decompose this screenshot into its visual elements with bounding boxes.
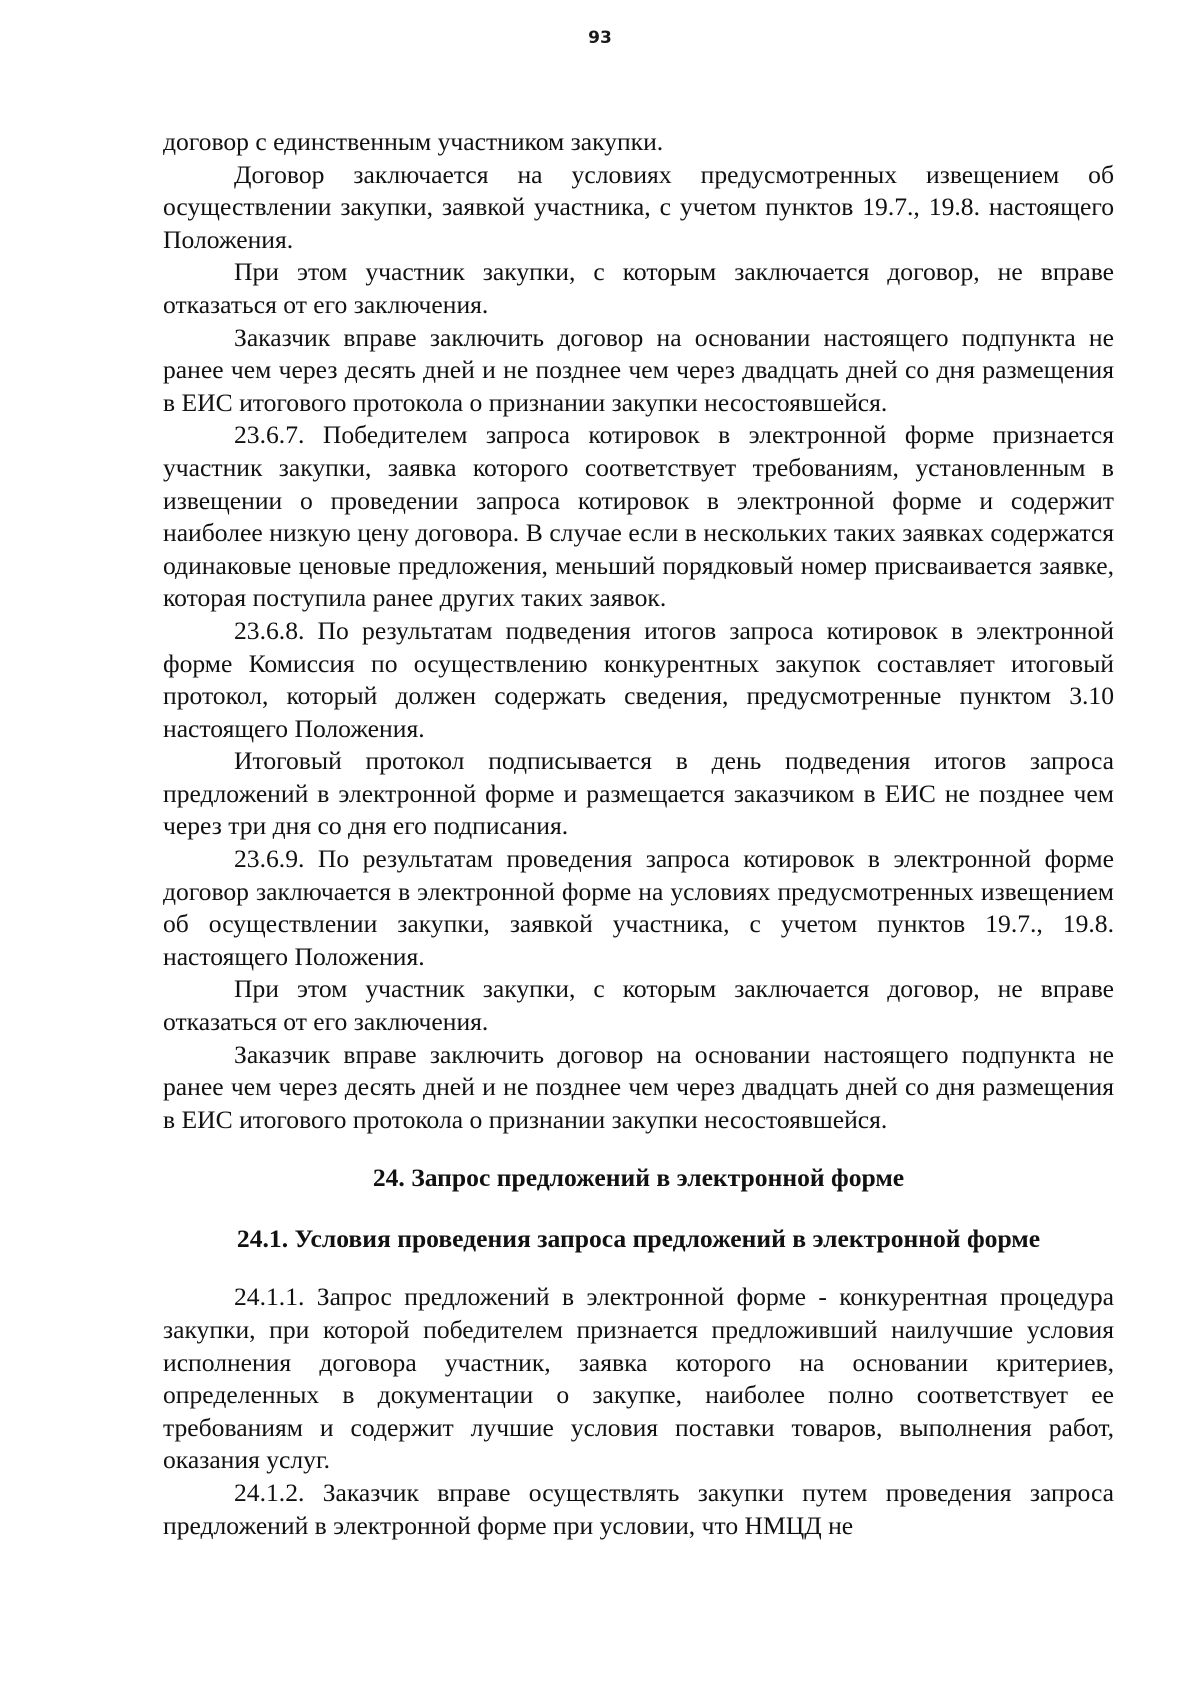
paragraph: 24.1.2. Заказчик вправе осуществлять закупки путем проведения запроса предложений в электронной форме при условии, что НМЦД не (163, 1477, 1114, 1540)
paragraph: Заказчик вправе заключить договор на основании настоящего подпункта не ранее чем через десять дней и не позднее чем через двадцать дней со дня размещения в ЕИС итогового протокола о признании закупки несостоявшейся. (163, 1039, 1114, 1134)
subsection-heading: 24.1. Условия проведения запроса предложений в электронной форме (236, 1224, 1041, 1254)
paragraph: 23.6.8. По результатам подведения итогов запроса котировок в электронной форме Комиссия по осуществлению конкурентных закупок составляет итоговый протокол, который должен содержать сведения, предусмотренные пунктом 3.10 настоящего Положения. (163, 615, 1114, 743)
paragraph: При этом участник закупки, с которым заключается договор, не вправе отказаться от его заключения. (163, 974, 1114, 1037)
paragraph: Договор заключается на условиях предусмотренных извещением об осуществлении закупки, заявкой участника, с учетом пунктов 19.7., 19.8. настоящего Положения. (163, 159, 1114, 254)
document-body (163, 126, 1114, 1542)
paragraph: Итоговый протокол подписывается в день подведения итогов запроса предложений в электронной форме и размещается заказчиком в ЕИС не позднее чем через три дня со дня его подписания. (163, 746, 1114, 841)
paragraph: Заказчик вправе заключить договор на основании настоящего подпункта не ранее чем через десять дней и не позднее чем через двадцать дней со дня размещения в ЕИС итогового протокола о признании закупки несостоявшейся. (163, 322, 1114, 417)
paragraph: 23.6.9. По результатам проведения запроса котировок в электронной форме договор заключается в электронной форме на условиях предусмотренных извещением об осуществлении закупки, заявкой участника, с учетом пунктов 19.7., 19.8. настоящего Положения. (163, 844, 1114, 971)
paragraph: договор с единственным участником закупки. (163, 127, 664, 156)
paragraph: 24.1.1. Запрос предложений в электронной форме - конкурентная процедура закупки, при которой победителем признается предложивший наилучшие условия исполнения договора участник, заявка которого на основании критериев, определенных в документации о закупке, наиболее полно соответствует ее требованиям и содержит лучшие условия поставки товаров, выполнения работ, оказания услуг. (163, 1282, 1114, 1475)
section-heading: 24. Запрос предложений в электронной форме (372, 1163, 905, 1193)
page-number: 93 (588, 28, 612, 48)
paragraph: 23.6.7. Победителем запроса котировок в электронной форме признается участник закупки, заявка которого соответствует требованиям, установленным в извещении о проведении запроса котировок в электронной форме и содержит наиболее низкую цену договора. В случае если в нескольких таких заявках содержатся одинаковые ценовые предложения, меньший порядковый номер присваивается заявке, которая поступила ранее других таких заявок. (163, 420, 1114, 613)
paragraph: При этом участник закупки, с которым заключается договор, не вправе отказаться от его заключения. (163, 257, 1114, 319)
